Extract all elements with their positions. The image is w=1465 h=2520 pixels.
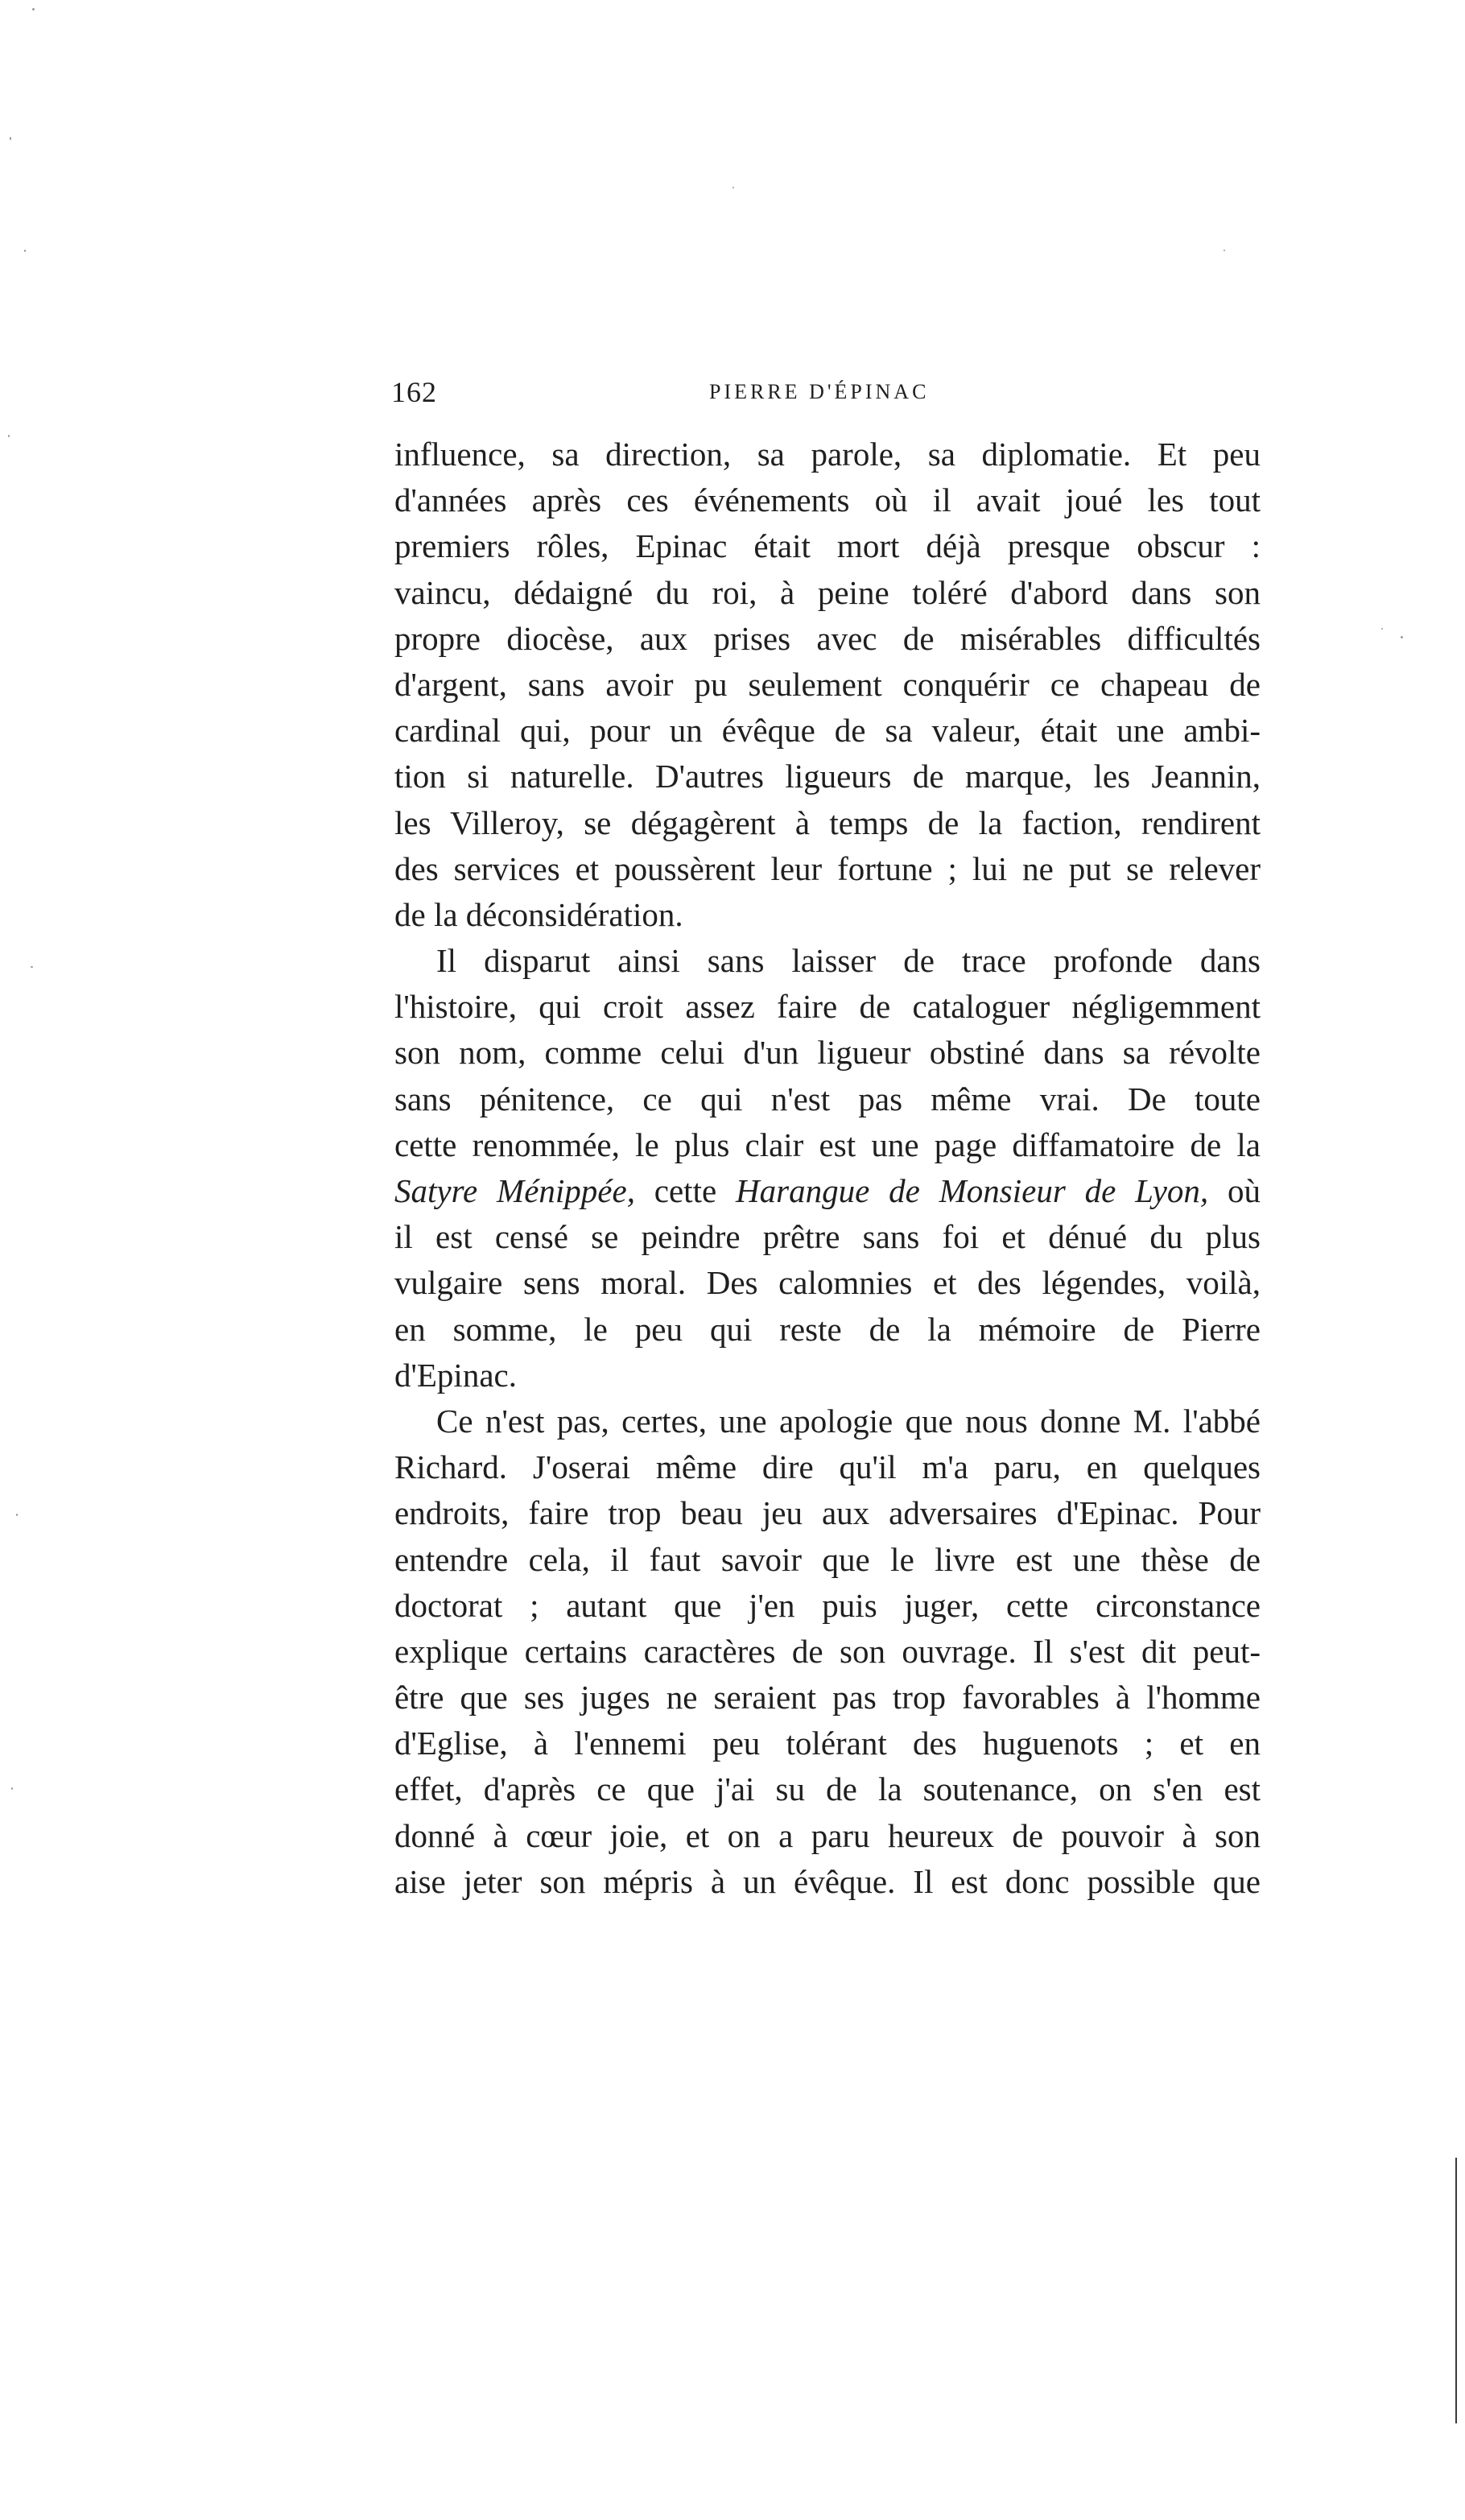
body-text (394, 432, 1261, 1905)
scan-speck (1401, 636, 1403, 638)
text-line: en somme, le peu qui reste de la mémoire de Pierre (394, 1310, 1261, 1348)
text-line: son nom, comme celui d'un ligueur obstiné dans sa révolte (394, 1034, 1261, 1072)
text-line: être que ses juges ne seraient pas trop favorables à l'homme (394, 1679, 1261, 1716)
text-line: vulgaire sens moral. Des calomnies et des légendes, voilà, (394, 1264, 1261, 1302)
text-line: tion si naturelle. D'autres ligueurs de marque, les Jeannin, (394, 758, 1261, 795)
book-title-satyre: Satyre Ménippée, (394, 1172, 635, 1209)
text-line: d'années après ces événements où il avait joué les tout (394, 481, 1261, 519)
text-line: propre diocèse, aux prises avec de misérables difficultés (394, 619, 1261, 657)
text-line: influence, sa direction, sa parole, sa diplomatie. Et peu (394, 436, 1261, 473)
running-title: PIERRE D'ÉPINAC (709, 380, 930, 403)
text-line: d'Eglise, à l'ennemi peu tolérant des huguenots ; et en (394, 1725, 1261, 1762)
text-line: doctorat ; autant que j'en puis juger, cette circonstance (394, 1586, 1261, 1624)
running-header (391, 375, 1261, 411)
page-number: 162 (391, 376, 437, 408)
text-line: cardinal qui, pour un évêque de sa valeur, était une ambi- (394, 712, 1261, 750)
text-line: Il disparut ainsi sans laisser de trace profonde dans (436, 942, 1261, 980)
scan-speck (32, 8, 35, 10)
text-line: de la déconsidération. (394, 895, 683, 933)
text-line: endroits, faire trop beau jeu aux adversaires d'Epinac. Pour (394, 1494, 1261, 1532)
text-line: cette renommée, le plus clair est une page diffamatoire de la (394, 1126, 1261, 1163)
text-line: l'histoire, qui croit assez faire de cataloguer négligemment (394, 988, 1261, 1026)
scan-speck (10, 137, 11, 140)
text-line: Richard. J'oserai même dire qu'il m'a paru, en quelques (394, 1448, 1261, 1486)
scan-speck (11, 1787, 13, 1790)
text-line: vaincu, dédaigné du roi, à peine toléré d'abord dans son (394, 573, 1261, 611)
scan-speck (1381, 628, 1383, 630)
scan-edge-rule (1455, 2158, 1457, 2423)
text-line: donné à cœur joie, et on a paru heureux de pouvoir à son (394, 1816, 1261, 1854)
scan-speck (732, 187, 734, 188)
scan-speck (16, 1514, 18, 1516)
book-title-harangue: Harangue de Monsieur de Lyon, (736, 1172, 1209, 1209)
text-line-mixed (394, 1168, 1261, 1214)
text-fragment: cette (634, 1172, 736, 1209)
scan-speck (31, 966, 33, 968)
text-line: premiers rôles, Epinac était mort déjà presque obscur : (394, 527, 1261, 565)
text-line: il est censé se peindre prêtre sans foi et dénué du plus (394, 1218, 1261, 1256)
text-line: aise jeter son mépris à un évêque. Il est donc possible que (394, 1862, 1261, 1900)
text-line: les Villeroy, se dégagèrent à temps de la faction, rendirent (394, 804, 1261, 841)
text-line: d'argent, sans avoir pu seulement conquérir ce chapeau de (394, 665, 1261, 703)
scan-speck (1224, 250, 1225, 251)
text-line: des services et poussèrent leur fortune ; lui ne put se relever (394, 849, 1261, 887)
text-line: Ce n'est pas, certes, une apologie que nous donne M. l'abbé (436, 1402, 1261, 1440)
text-fragment: où (1208, 1172, 1261, 1209)
text-line: entendre cela, il faut savoir que le livre est une thèse de (394, 1540, 1261, 1578)
text-line: sans pénitence, ce qui n'est pas même vrai. De toute (394, 1080, 1261, 1117)
text-line: explique certains caractères de son ouvrage. Il s'est dit peut- (394, 1632, 1261, 1670)
scan-speck (24, 250, 26, 252)
scan-speck (8, 435, 10, 437)
text-line: d'Epinac. (394, 1356, 517, 1394)
text-line: effet, d'après ce que j'ai su de la soutenance, on s'en est (394, 1770, 1261, 1808)
